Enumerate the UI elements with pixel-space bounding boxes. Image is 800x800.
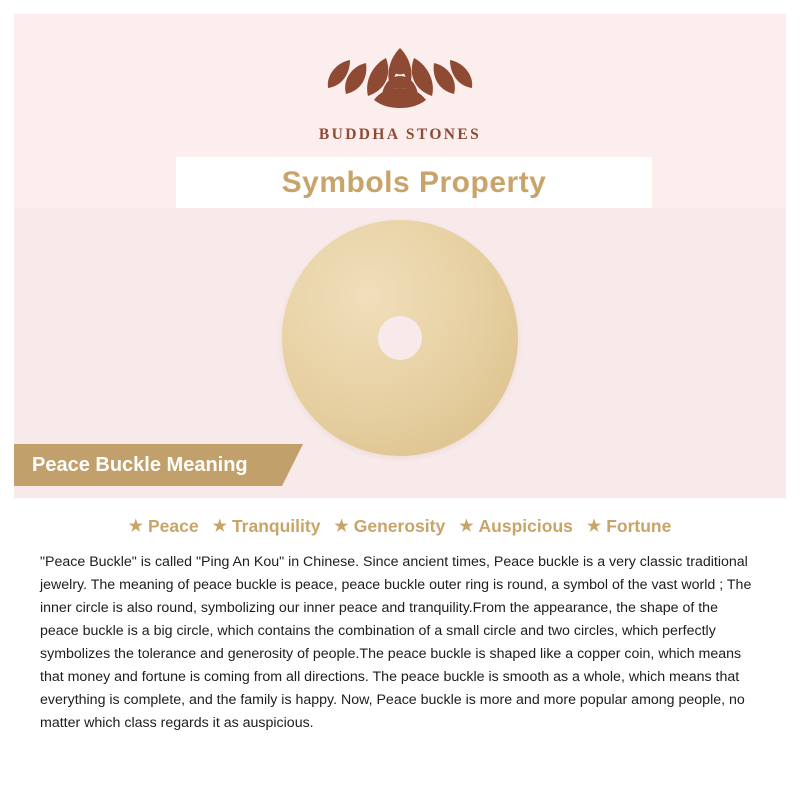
section-ribbon [14,444,282,486]
ribbon-label: Peace Buckle Meaning [32,453,248,476]
star-icon: ★ [212,517,227,535]
keyword-label: Auspicious [478,516,573,536]
keyword-item [459,516,573,537]
border-strip-left [0,0,14,800]
keyword-label: Fortune [606,516,672,536]
page-title: Symbols Property [281,166,547,199]
brand-logo [14,30,786,144]
border-strip-bottom [0,786,800,800]
keyword-item [129,516,199,537]
star-icon: ★ [128,517,143,535]
meaning-paragraph: "Peace Buckle" is called "Ping An Kou" in Chinese. Since ancient times, Peace buckle is a very classic traditional jewelry. The meaning of peace buckle is peace, peace buckle outer ring is round, a symbol of the vast world ; The inner circle is also round, symbolizing our inner peace and tranquility.From the appearance, the shape of the peace buckle is a big circle, which contains the combination of a small circle and two circles, which perfectly symbolizes the tolerance and generosity of people.The peace buckle is shaped like a copper coin, which means that money and fortune is coming from all directions. The peace buckle is smooth as a whole, which means that everything is complete, and the family is happy. Now, Peace buckle is more and more popular among people, no matter which class regards it as auspicious. [40,554,752,732]
keyword-label: Generosity [353,516,446,536]
keyword-item [334,516,445,537]
title-banner [176,157,652,209]
keyword-label: Tranquility [231,516,321,536]
lotus-meditation-icon [316,30,484,122]
star-icon: ★ [586,517,602,535]
header-section [14,14,786,214]
description-section [14,498,786,786]
keyword-label: Peace [147,516,199,536]
border-strip-top [0,0,800,14]
disc-center-hole [378,316,422,360]
peace-buckle-disc-icon [282,220,518,456]
border-strip-right [786,0,800,800]
star-icon: ★ [334,517,349,535]
star-icon: ★ [459,517,474,535]
keyword-item [587,516,671,537]
keyword-list [40,516,760,537]
brand-name: BUDDHA STONES [318,126,482,143]
keyword-item [213,516,321,537]
